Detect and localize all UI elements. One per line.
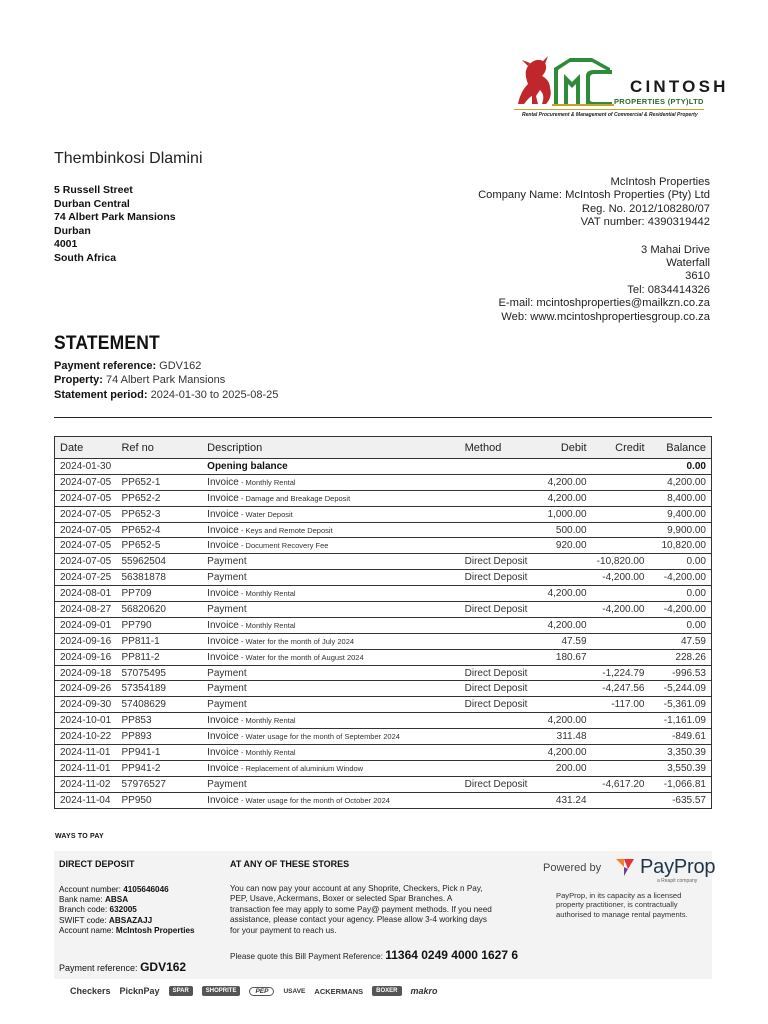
cell-description [202, 617, 459, 633]
dd-reference-value: GDV162 [140, 960, 187, 974]
cell-date: 2024-09-16 [55, 633, 117, 649]
cell-debit: 4,200.00 [538, 586, 592, 602]
cell-date: 2024-07-05 [55, 506, 117, 522]
table-row [55, 792, 712, 808]
cell-date: 2024-07-05 [55, 474, 117, 490]
cell-description [202, 506, 459, 522]
description-main: Payment [207, 572, 247, 584]
boxer-logo: BOXER [372, 986, 401, 996]
shoprite-logo: SHOPRITE [202, 986, 241, 996]
table-row [55, 522, 712, 538]
cell-date: 2024-07-05 [55, 490, 117, 506]
description-main: Opening balance [207, 460, 288, 472]
cell-method [460, 506, 538, 522]
description-detail: - Monthly Rental [238, 620, 296, 630]
cell-date: 2024-11-02 [55, 776, 117, 792]
dd-reference-label: Payment reference: [59, 963, 138, 973]
cell-debit: 1,000.00 [538, 506, 592, 522]
cell-debit: 47.59 [538, 633, 592, 649]
logo-subtitle: PROPERTIES (PTY)LTD [614, 97, 704, 106]
description-main: Payment [207, 778, 247, 790]
bill-payment-reference [230, 948, 518, 962]
cell-method [460, 729, 538, 745]
cell-credit [592, 586, 650, 602]
cell-credit [592, 649, 650, 665]
cell-description [202, 459, 459, 475]
cell-balance: -1,161.09 [650, 713, 712, 729]
cell-date: 2024-09-16 [55, 649, 117, 665]
description-detail: - Water for the month of July 2024 [238, 636, 355, 646]
cell-balance: 3,550.39 [650, 760, 712, 776]
description-main: Invoice [207, 476, 239, 488]
cell-debit: 4,200.00 [538, 713, 592, 729]
swift-value: ABSAZAJJ [108, 915, 153, 925]
cell-debit [538, 570, 592, 586]
cell-balance: 8,400.00 [650, 490, 712, 506]
tenant-name: Thembinkosi Dlamini [54, 150, 203, 167]
cell-credit: -4,200.00 [592, 570, 650, 586]
payprop-icon [614, 855, 636, 877]
address-line: Durban Central [54, 197, 130, 210]
description-detail: - Replacement of aluminium Window [238, 763, 364, 773]
table-row [55, 474, 712, 490]
description-detail: - Water Deposit [238, 509, 293, 519]
table-row [55, 570, 712, 586]
checkers-logo: Checkers [70, 986, 111, 996]
cell-description [202, 649, 459, 665]
cell-date: 2024-09-30 [55, 697, 117, 713]
cell-balance: -635.57 [650, 792, 712, 808]
cell-description [202, 713, 459, 729]
cell-credit [592, 617, 650, 633]
cell-credit: -1,224.79 [592, 665, 650, 681]
cell-ref: 57354189 [116, 681, 202, 697]
cell-ref: 57075495 [116, 665, 202, 681]
cell-credit: -117.00 [592, 697, 650, 713]
company-line: Company Name: McIntosh Properties (Pty) Ltd [478, 189, 710, 202]
branch-code-label: Branch code: [59, 905, 108, 915]
cell-debit [538, 665, 592, 681]
cell-method [460, 490, 538, 506]
description-main: Invoice [207, 746, 239, 758]
stores-text: You can now pay your account at any Shoprite, Checkers, Pick n Pay, PEP, Usave, Ackermans, Boxer or selected Spar Branches. A transaction fee may apply to some Pay@ payment methods. If you need assistance, please contact your agency. Please allow 3-4 working days for your payment to reach us. [230, 884, 492, 935]
cell-ref: PP652-3 [116, 506, 202, 522]
cell-method: Direct Deposit [460, 554, 538, 570]
company-line: 3610 [685, 270, 710, 283]
cell-ref: PP790 [116, 617, 202, 633]
description-main: Payment [207, 699, 247, 711]
cell-debit: 920.00 [538, 538, 592, 554]
cell-debit [538, 681, 592, 697]
cell-date: 2024-11-04 [55, 792, 117, 808]
cell-method [460, 538, 538, 554]
description-main: Invoice [207, 651, 239, 663]
cell-debit [538, 554, 592, 570]
cell-credit [592, 474, 650, 490]
cell-ref: PP652-5 [116, 538, 202, 554]
cell-balance: 228.26 [650, 649, 712, 665]
cell-ref: PP652-1 [116, 474, 202, 490]
cell-date: 2024-11-01 [55, 745, 117, 761]
description-main: Invoice [207, 588, 239, 600]
cell-credit: -4,200.00 [592, 602, 650, 618]
column-header-balance: Balance [650, 437, 712, 459]
cell-ref: PP811-2 [116, 649, 202, 665]
cell-method [460, 713, 538, 729]
cell-ref: 57408629 [116, 697, 202, 713]
cell-debit: 180.67 [538, 649, 592, 665]
table-row [55, 665, 712, 681]
column-header-ref: Ref no [116, 437, 202, 459]
tenant-address [54, 184, 176, 266]
cell-method: Direct Deposit [460, 570, 538, 586]
direct-deposit-details [59, 885, 199, 936]
company-line: McIntosh Properties [610, 176, 710, 188]
address-line: Durban [54, 224, 91, 237]
cell-credit [592, 729, 650, 745]
cell-credit: -4,617.20 [592, 776, 650, 792]
cell-method [460, 649, 538, 665]
payment-reference-value: GDV162 [159, 360, 202, 372]
ackermans-logo: ACKERMANS [314, 986, 364, 996]
cell-balance: 9,400.00 [650, 506, 712, 522]
statement-meta [54, 359, 278, 402]
cell-description [202, 554, 459, 570]
cell-credit [592, 522, 650, 538]
company-email: E-mail: mcintoshproperties@mailkzn.co.za [498, 297, 710, 310]
cell-debit: 4,200.00 [538, 617, 592, 633]
company-logo [514, 54, 729, 122]
company-line: Reg. No. 2012/108280/07 [581, 202, 710, 215]
cell-debit: 431.24 [538, 792, 592, 808]
cell-credit: -4,247.56 [592, 681, 650, 697]
cell-ref [116, 459, 202, 475]
cell-debit [538, 697, 592, 713]
cell-ref: 56820620 [116, 602, 202, 618]
description-main: Invoice [207, 540, 239, 552]
description-main: Invoice [207, 794, 239, 806]
cell-method [460, 474, 538, 490]
description-main: Invoice [207, 762, 239, 774]
table-row [55, 617, 712, 633]
cell-description [202, 570, 459, 586]
company-line: Waterfall [666, 257, 710, 270]
stores-title: AT ANY OF THESE STORES [230, 859, 350, 869]
description-main: Invoice [207, 524, 239, 536]
cell-debit: 500.00 [538, 522, 592, 538]
lion-emblem-icon [514, 54, 624, 110]
cell-method: Direct Deposit [460, 697, 538, 713]
table-row [55, 586, 712, 602]
payment-reference-label: Payment reference: [54, 360, 157, 372]
table-row [55, 633, 712, 649]
cell-credit [592, 633, 650, 649]
direct-deposit-title: DIRECT DEPOSIT [59, 859, 135, 869]
description-main: Invoice [207, 508, 239, 520]
account-number-value: 4105646046 [123, 885, 169, 894]
cell-description [202, 474, 459, 490]
company-phone: Tel: 0834414326 [627, 283, 710, 296]
table-row [55, 760, 712, 776]
cell-ref: PP709 [116, 586, 202, 602]
cell-ref: 55962504 [116, 554, 202, 570]
cell-method [460, 586, 538, 602]
divider [54, 417, 712, 418]
cell-balance: -4,200.00 [650, 570, 712, 586]
pep-logo: PEP [249, 987, 274, 996]
cell-method [460, 459, 538, 475]
cell-ref: 57976527 [116, 776, 202, 792]
company-line: 3 Mahai Drive [640, 243, 710, 256]
store-logos [70, 984, 447, 998]
table-header-row [55, 437, 712, 459]
address-line: 5 Russell Street [54, 184, 133, 196]
cell-balance: 10,820.00 [650, 538, 712, 554]
cell-description [202, 538, 459, 554]
address-line: South Africa [54, 251, 117, 264]
bill-reference-label: Please quote this Bill Payment Reference: [230, 952, 383, 961]
logo-tagline: Rental Procurement & Management of Commercial & Residential Property [522, 112, 698, 118]
payprop-name: PayProp [640, 856, 716, 878]
cell-ref: PP941-2 [116, 760, 202, 776]
column-header-method: Method [460, 437, 538, 459]
cell-date: 2024-01-30 [55, 459, 117, 475]
statement-title: STATEMENT [54, 333, 160, 354]
description-main: Invoice [207, 492, 239, 504]
branch-code-value: 632005 [109, 905, 137, 915]
cell-balance: -849.61 [650, 729, 712, 745]
cell-debit: 4,200.00 [538, 745, 592, 761]
cell-ref: PP893 [116, 729, 202, 745]
table-row [55, 602, 712, 618]
cell-debit: 4,200.00 [538, 490, 592, 506]
cell-method: Direct Deposit [460, 602, 538, 618]
cell-balance: -4,200.00 [650, 602, 712, 618]
cell-date: 2024-10-01 [55, 713, 117, 729]
powered-by-label: Powered by [543, 862, 602, 874]
period-value: 2024-01-30 to 2025-08-25 [150, 388, 279, 401]
cell-credit: -10,820.00 [592, 554, 650, 570]
cell-method: Direct Deposit [460, 665, 538, 681]
bank-name-value: ABSA [104, 895, 129, 905]
cell-ref: PP652-4 [116, 522, 202, 538]
cell-ref: PP853 [116, 713, 202, 729]
cell-credit [592, 713, 650, 729]
cell-description [202, 681, 459, 697]
description-detail: - Monthly Rental [238, 477, 296, 487]
logo-name: CINTOSH [630, 77, 729, 96]
table-row [55, 490, 712, 506]
usave-logo: USAVE [283, 987, 306, 995]
cell-date: 2024-11-01 [55, 760, 117, 776]
cell-balance: -5,361.09 [650, 697, 712, 713]
cell-method [460, 617, 538, 633]
cell-ref: PP811-1 [116, 633, 202, 649]
column-header-description: Description [202, 437, 459, 459]
cell-balance: -996.53 [650, 665, 712, 681]
property-value: 74 Albert Park Mansions [105, 374, 226, 387]
cell-description [202, 697, 459, 713]
swift-label: SWIFT code: [59, 915, 107, 925]
cell-credit [592, 490, 650, 506]
cell-credit [592, 760, 650, 776]
table-row [55, 745, 712, 761]
cell-date: 2024-08-27 [55, 602, 117, 618]
cell-description [202, 760, 459, 776]
cell-description [202, 776, 459, 792]
cell-method [460, 522, 538, 538]
cell-debit: 4,200.00 [538, 474, 592, 490]
bank-name-label: Bank name: [59, 895, 103, 905]
cell-balance: 4,200.00 [650, 474, 712, 490]
picknpay-logo: PicknPay [119, 986, 160, 996]
cell-description [202, 522, 459, 538]
payprop-text: PayProp, in its capacity as a licensed property practitioner, is contractually authorised to manage rental payments. [556, 891, 688, 919]
cell-method [460, 633, 538, 649]
cell-method [460, 745, 538, 761]
column-header-credit: Credit [592, 437, 650, 459]
account-name-value: McIntosh Properties [115, 925, 195, 935]
table-row [55, 776, 712, 792]
description-detail: - Monthly Rental [238, 589, 296, 599]
cell-balance: 0.00 [650, 617, 712, 633]
cell-balance: 9,900.00 [650, 522, 712, 538]
cell-description [202, 490, 459, 506]
cell-date: 2024-07-05 [55, 522, 117, 538]
cell-method [460, 792, 538, 808]
table-row [55, 506, 712, 522]
cell-date: 2024-07-25 [55, 570, 117, 586]
cell-description [202, 745, 459, 761]
description-main: Payment [207, 603, 247, 615]
cell-credit [592, 745, 650, 761]
spar-logo: SPAR [169, 986, 193, 996]
table-row [55, 538, 712, 554]
description-detail: - Water usage for the month of October 2024 [238, 795, 390, 805]
company-line: VAT number: 4390319442 [580, 216, 710, 229]
description-detail: - Monthly Rental [238, 716, 296, 726]
description-detail: - Monthly Rental [238, 747, 296, 757]
description-main: Invoice [207, 619, 239, 631]
cell-ref: PP652-2 [116, 490, 202, 506]
cell-balance: 47.59 [650, 633, 712, 649]
cell-ref: PP941-1 [116, 745, 202, 761]
cell-debit: 311.48 [538, 729, 592, 745]
table-row [55, 459, 712, 475]
description-detail: - Damage and Breakage Deposit [238, 493, 351, 503]
cell-balance: -1,066.81 [650, 776, 712, 792]
cell-date: 2024-07-05 [55, 554, 117, 570]
column-header-debit: Debit [538, 437, 592, 459]
address-line: 4001 [54, 238, 78, 251]
cell-credit [592, 792, 650, 808]
transactions-table [54, 436, 712, 809]
cell-credit [592, 459, 650, 475]
cell-description [202, 665, 459, 681]
table-row [55, 729, 712, 745]
direct-deposit-reference [59, 960, 186, 974]
cell-date: 2024-09-26 [55, 681, 117, 697]
cell-method [460, 760, 538, 776]
table-row [55, 554, 712, 570]
description-main: Invoice [207, 715, 239, 727]
cell-ref: 56381878 [116, 570, 202, 586]
cell-description [202, 586, 459, 602]
cell-debit [538, 459, 592, 475]
makro-logo: makro [410, 986, 438, 996]
account-number-label: Account number: [59, 885, 121, 894]
cell-credit [592, 538, 650, 554]
description-main: Payment [207, 667, 247, 679]
cell-debit [538, 776, 592, 792]
table-row [55, 681, 712, 697]
logo-divider [514, 109, 704, 110]
payprop-reapit: a Reapit company [657, 878, 698, 884]
cell-balance: 0.00 [650, 459, 712, 475]
table-row [55, 649, 712, 665]
property-label: Property: [54, 374, 103, 387]
cell-description [202, 792, 459, 808]
bill-reference-value: 11364 0249 4000 1627 6 [385, 948, 519, 962]
description-main: Payment [207, 556, 247, 568]
cell-description [202, 729, 459, 745]
company-details [478, 176, 710, 324]
cell-method: Direct Deposit [460, 776, 538, 792]
description-main: Payment [207, 683, 247, 695]
column-header-date: Date [55, 437, 117, 459]
table-row [55, 697, 712, 713]
description-detail: - Water usage for the month of September 2024 [238, 732, 400, 742]
cell-balance: 0.00 [650, 586, 712, 602]
description-main: Invoice [207, 731, 239, 743]
description-main: Invoice [207, 635, 239, 647]
cell-description [202, 602, 459, 618]
description-detail: - Document Recovery Fee [238, 541, 329, 551]
company-website: Web: www.mcintoshpropertiesgroup.co.za [501, 310, 710, 323]
period-label: Statement period: [54, 388, 148, 401]
cell-method: Direct Deposit [460, 681, 538, 697]
cell-debit: 200.00 [538, 760, 592, 776]
address-line: 74 Albert Park Mansions [54, 211, 176, 224]
cell-ref: PP950 [116, 792, 202, 808]
ways-to-pay-title: WAYS TO PAY [55, 833, 104, 840]
cell-balance: 3,350.39 [650, 745, 712, 761]
cell-balance: -5,244.09 [650, 681, 712, 697]
account-name-label: Account name: [59, 925, 114, 935]
cell-date: 2024-09-18 [55, 665, 117, 681]
cell-date: 2024-09-01 [55, 617, 117, 633]
cell-date: 2024-10-22 [55, 729, 117, 745]
description-detail: - Water for the month of August 2024 [238, 652, 364, 662]
cell-date: 2024-07-05 [55, 538, 117, 554]
cell-description [202, 633, 459, 649]
description-detail: - Keys and Remote Deposit [238, 525, 333, 535]
cell-date: 2024-08-01 [55, 586, 117, 602]
cell-balance: 0.00 [650, 554, 712, 570]
cell-credit [592, 506, 650, 522]
cell-debit [538, 602, 592, 618]
table-row [55, 713, 712, 729]
